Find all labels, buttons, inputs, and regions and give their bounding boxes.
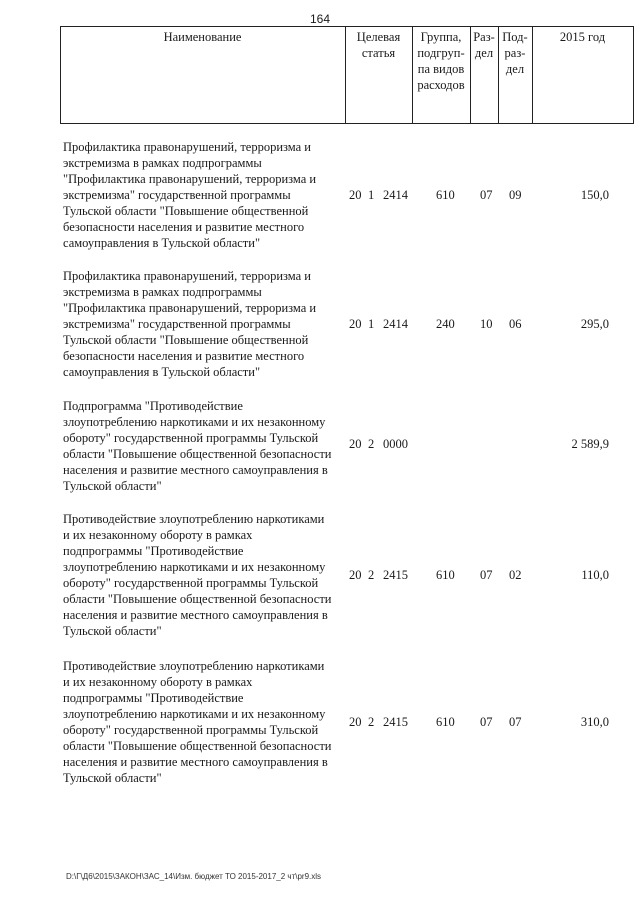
row-amount: 110,0 [581, 568, 609, 582]
row-section: 07 [480, 568, 493, 582]
row-target-subprogram: 1 [368, 317, 375, 331]
header-target: Целевая статья [356, 30, 401, 60]
table-header [60, 26, 633, 124]
row-section: 07 [480, 188, 493, 202]
row-target-subprogram: 1 [368, 188, 375, 202]
header-section: Раз- дел [473, 30, 495, 60]
row-target-direction: 2415 [383, 568, 408, 582]
row-target-program: 20 [349, 437, 362, 451]
row-group: 610 [436, 188, 455, 202]
header-name: Наименование [163, 30, 242, 44]
row-subsection: 02 [509, 568, 522, 582]
file-path-footer: D:\Г\Д6\2015\ЗАКОН\ЗАС_14\Изм. бюджет ТО 2015-2017_2 чт\pr9.xls [66, 872, 322, 881]
row-target-direction: 2414 [383, 188, 408, 202]
row-group: 610 [436, 568, 455, 582]
row-subsection: 07 [509, 715, 522, 729]
header-subsection: Под- раз- дел [502, 30, 528, 76]
row-target-direction: 2415 [383, 715, 408, 729]
row-section: 07 [480, 715, 493, 729]
row-subsection: 09 [509, 188, 522, 202]
row-target-program: 20 [349, 715, 362, 729]
row-target-subprogram: 2 [368, 437, 375, 451]
row-group: 240 [436, 317, 455, 331]
row-name: Профилактика правонарушений, терроризма и экстремизма в рамках подпрограммы "Профилактика правонарушений, терроризма и экстремизма" государственной программы Тульской области "Повышение общественной безопасности населения и развитие местного самоуправления в Тульской области" [63, 269, 317, 379]
header-year: 2015 год [559, 30, 606, 44]
row-target-subprogram: 2 [368, 715, 375, 729]
row-name: Противодействие злоупотреблению наркотиками и их незаконному обороту в рамках подпрограммы "Противодействие злоупотреблению наркотиками и их незаконному обороту" государственной программы Тульской области "Повышение общественной безопасности населения и развитие местного самоуправления в Тульской области" [63, 659, 332, 785]
row-section: 10 [480, 317, 493, 331]
row-name: Подпрограмма "Противодействие злоупотреблению наркотиками и их незаконному обороту" государственной программы Тульской области "Повышение общественной безопасности населения и развитие местного самоуправления в Тульской области" [63, 399, 332, 493]
row-target-subprogram: 2 [368, 568, 375, 582]
row-target-direction: 0000 [383, 437, 408, 451]
row-amount: 150,0 [580, 188, 609, 202]
row-group: 610 [436, 715, 455, 729]
row-target-direction: 2414 [383, 317, 408, 331]
row-amount: 2 589,9 [571, 437, 609, 451]
row-target-program: 20 [349, 568, 362, 582]
row-amount: 295,0 [580, 317, 609, 331]
page-number: 164 [309, 12, 331, 26]
row-target-program: 20 [349, 188, 362, 202]
row-amount: 310,0 [580, 715, 609, 729]
row-subsection: 06 [509, 317, 522, 331]
row-name: Профилактика правонарушений, терроризма и экстремизма в рамках подпрограммы "Профилактика правонарушений, терроризма и экстремизма" государственной программы Тульской области "Повышение общественной безопасности населения и развитие местного самоуправления в Тульской области" [63, 140, 317, 250]
row-name: Противодействие злоупотреблению наркотиками и их незаконному обороту в рамках подпрограммы "Противодействие злоупотреблению наркотиками и их незаконному обороту" государственной программы Тульской области "Повышение общественной безопасности населения и развитие местного самоуправления в Тульской области" [63, 512, 332, 638]
header-group: Группа, подгруп- па видов расходов [417, 30, 465, 92]
row-target-program: 20 [349, 317, 362, 331]
